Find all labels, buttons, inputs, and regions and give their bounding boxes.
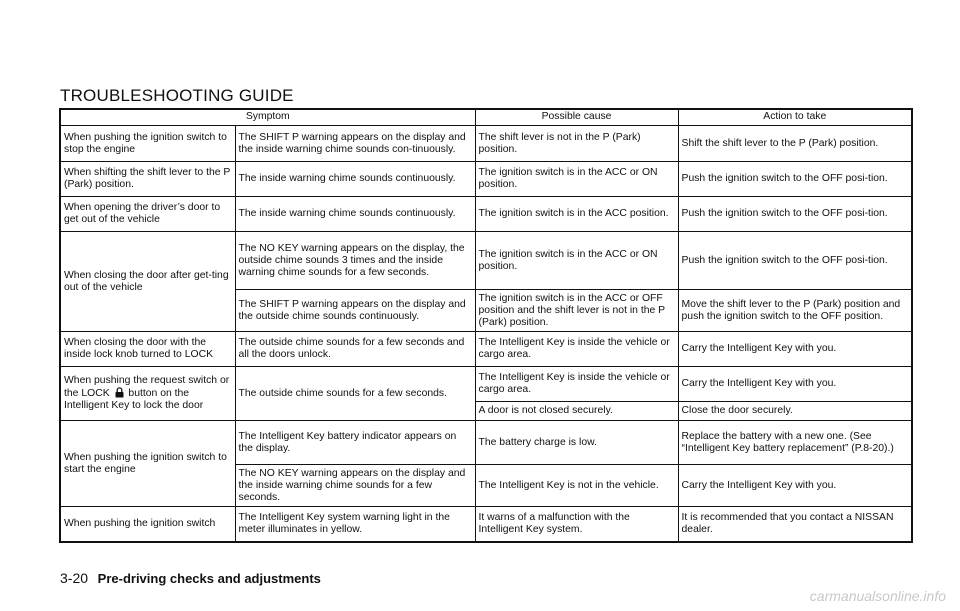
symptom-cell: When closing the door after get-ting out of the vehicle: [60, 232, 235, 332]
symptom-cell: [60, 367, 235, 421]
page-number: 3-20: [60, 570, 89, 586]
symptom-cell: When pushing the ignition switch to start the engine: [60, 421, 235, 507]
cause-cell: The shift lever is not in the P (Park) position.: [475, 126, 678, 162]
detail-cell: The NO KEY warning appears on the display, the outside chime sounds 3 times and the inside warning chime sounds for a few seconds.: [235, 232, 475, 290]
detail-cell: The inside warning chime sounds continuously.: [235, 197, 475, 232]
table-row: [60, 507, 912, 543]
table-row: [60, 197, 912, 232]
troubleshooting-table: [59, 108, 913, 543]
detail-cell: The inside warning chime sounds continuously.: [235, 162, 475, 197]
lock-icon: [115, 387, 124, 398]
cause-cell: The ignition switch is in the ACC or OFF position and the shift lever is not in the P (Park) position.: [475, 290, 678, 332]
table-row: [60, 126, 912, 162]
cause-cell: The Intelligent Key is not in the vehicle.: [475, 465, 678, 507]
action-cell: Push the ignition switch to the OFF posi-tion.: [678, 162, 912, 197]
detail-cell: The outside chime sounds for a few seconds and all the doors unlock.: [235, 332, 475, 367]
action-cell: Shift the shift lever to the P (Park) position.: [678, 126, 912, 162]
action-cell: It is recommended that you contact a NISSAN dealer.: [678, 507, 912, 543]
action-cell: Carry the Intelligent Key with you.: [678, 332, 912, 367]
symptom-text-part-2: button on the Intelligent Key to lock the door: [64, 388, 204, 411]
detail-cell: The SHIFT P warning appears on the display and the inside warning chime sounds con-tinuously.: [235, 126, 475, 162]
symptom-cell: When closing the door with the inside lock knob turned to LOCK: [60, 332, 235, 367]
table-header-row: [60, 109, 912, 126]
section-title: Pre-driving checks and adjustments: [97, 571, 321, 586]
cause-cell: The battery charge is low.: [475, 421, 678, 465]
watermark: carmanualsonline.info: [809, 588, 946, 604]
action-cell: Close the door securely.: [678, 402, 912, 421]
cause-cell: A door is not closed securely.: [475, 402, 678, 421]
cause-cell: It warns of a malfunction with the Intelligent Key system.: [475, 507, 678, 543]
action-cell: Carry the Intelligent Key with you.: [678, 465, 912, 507]
cause-cell: The ignition switch is in the ACC or ON position.: [475, 162, 678, 197]
table-row: [60, 232, 912, 290]
page-footer: [60, 570, 321, 586]
detail-cell: The outside chime sounds for a few seconds.: [235, 367, 475, 421]
header-action: Action to take: [678, 109, 912, 126]
action-cell: Push the ignition switch to the OFF posi-tion.: [678, 197, 912, 232]
symptom-cell: When pushing the ignition switch: [60, 507, 235, 543]
action-cell: Push the ignition switch to the OFF posi-tion.: [678, 232, 912, 290]
cause-cell: The ignition switch is in the ACC position.: [475, 197, 678, 232]
table-row: [60, 367, 912, 402]
table-row: [60, 421, 912, 465]
table-row: [60, 332, 912, 367]
action-cell: Carry the Intelligent Key with you.: [678, 367, 912, 402]
cause-cell: The ignition switch is in the ACC or ON position.: [475, 232, 678, 290]
detail-cell: The NO KEY warning appears on the display and the inside warning chime sounds for a few seconds.: [235, 465, 475, 507]
cause-cell: The Intelligent Key is inside the vehicle or cargo area.: [475, 332, 678, 367]
header-possible-cause: Possible cause: [475, 109, 678, 126]
symptom-cell: When opening the driver’s door to get out of the vehicle: [60, 197, 235, 232]
detail-cell: The Intelligent Key battery indicator appears on the display.: [235, 421, 475, 465]
detail-cell: The Intelligent Key system warning light in the meter illuminates in yellow.: [235, 507, 475, 543]
symptom-cell: When pushing the ignition switch to stop the engine: [60, 126, 235, 162]
symptom-text-part-1: When pushing the request switch or the LOCK: [64, 375, 230, 399]
cause-cell: The Intelligent Key is inside the vehicle or cargo area.: [475, 367, 678, 402]
action-cell: Move the shift lever to the P (Park) position and push the ignition switch to the OFF position.: [678, 290, 912, 332]
symptom-cell: When shifting the shift lever to the P (Park) position.: [60, 162, 235, 197]
table-row: [60, 162, 912, 197]
action-cell: Replace the battery with a new one. (See “Intelligent Key battery replacement” (P.8-20).): [678, 421, 912, 465]
detail-cell: The SHIFT P warning appears on the display and the outside chime sounds continuously.: [235, 290, 475, 332]
header-symptom: Symptom: [60, 109, 475, 126]
page-title: TROUBLESHOOTING GUIDE: [60, 86, 294, 105]
